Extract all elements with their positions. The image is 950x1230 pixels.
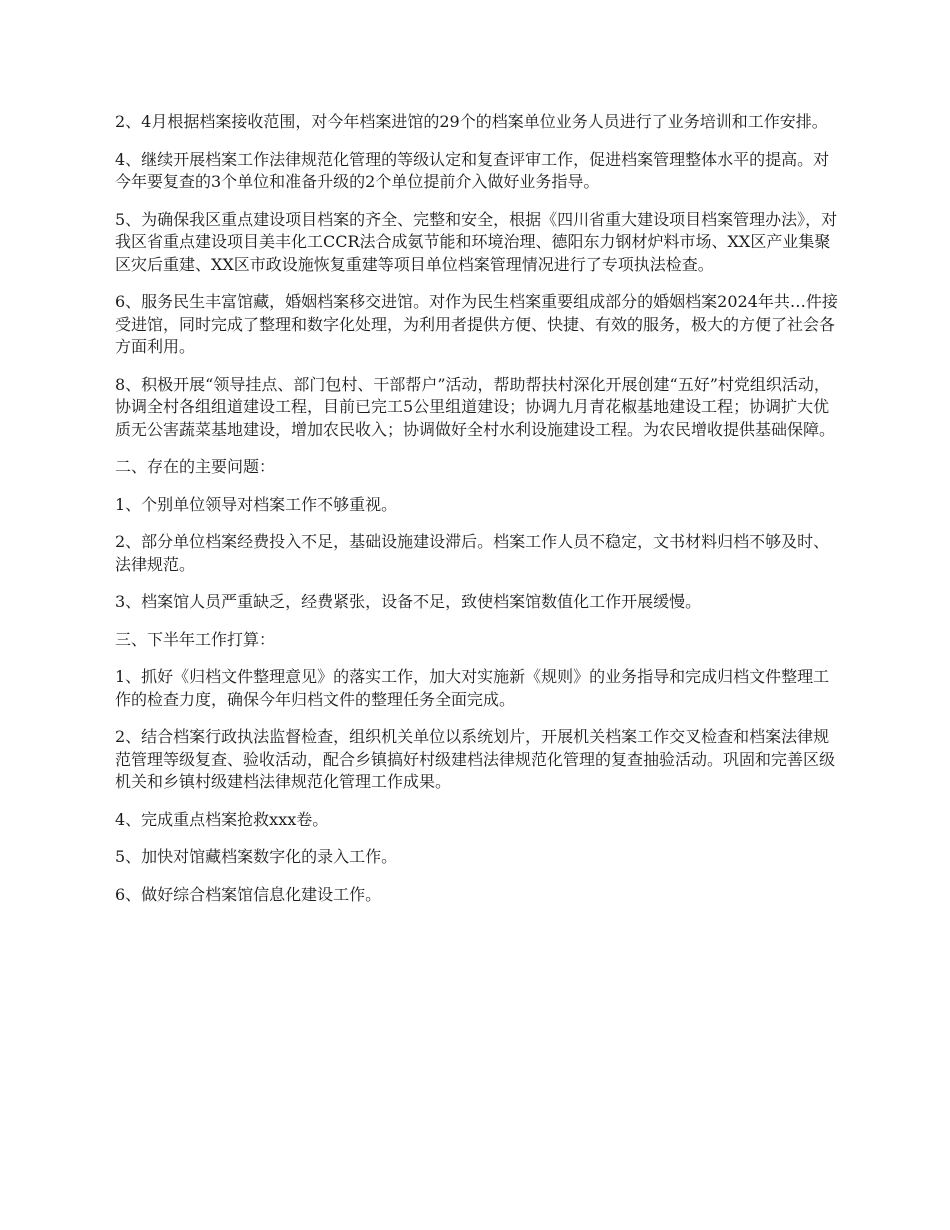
paragraph-marriage-archives: 6、服务民生丰富馆藏，婚姻档案移交进馆。对作为民生档案重要组成部分的婚姻档案2024年共…件接受进馆，同时完成了整理和数字化处理，为利用者提供方便、快捷、有效的服务，极大的方便了社会各方面利用。 <box>115 292 838 356</box>
section-heading-problems: 二、存在的主要问题： <box>115 457 276 476</box>
paragraph-plan-6: 6、做好综合档案馆信息化建设工作。 <box>115 884 382 904</box>
paragraph-training: 2、4月根据档案接收范围，对今年档案进馆的29个的档案单位业务人员进行了业务培训和工作安排。 <box>115 112 828 131</box>
paragraph-problem-2: 2、部分单位档案经费投入不足，基础设施建设滞后。档案工作人员不稳定，文书材料归档不够及时、法律规范。 <box>115 532 830 574</box>
section-heading-plans: 三、下半年工作打算： <box>115 629 276 649</box>
paragraph-problem-3: 3、档案馆人员严重缺乏，经费紧张，设备不足，致使档案馆数值化工作开展缓慢。 <box>115 592 702 611</box>
paragraph-plan-4: 4、完成重点档案抢救xxx卷。 <box>115 809 329 829</box>
document-page <box>115 111 840 921</box>
paragraph-plan-5: 5、加快对馆藏档案数字化的录入工作。 <box>115 847 398 866</box>
paragraph-legal-management: 4、继续开展档案工作法律规范化管理的等级认定和复查评审工作，促进档案管理整体水平的提高。对今年要复查的3个单位和准备升级的2个单位提前介入做好业务指导。 <box>115 149 830 191</box>
paragraph-problem-1: 1、个别单位领导对档案工作不够重视。 <box>115 494 398 514</box>
paragraph-plan-1: 1、抓好《归档文件整理意见》的落实工作，加大对实施新《规则》的业务指导和完成归档文件整理工作的检查力度，确保今年归档文件的整理任务全面完成。 <box>115 667 830 709</box>
paragraph-village-assistance: 8、积极开展“领导挂点、部门包村、干部帮户”活动，帮助帮扶村深化开展创建“五好”村党组织活动，协调全村各组组道建设工程，目前已完工5公里组道建设；协调九月青花椒基地建设工程；协调扩大优质无公害蔬菜基地建设，增加农民收入；协调做好全村水利设施建设工程。为农民增收提供基础保障。 <box>115 374 836 439</box>
paragraph-key-projects: 5、为确保我区重点建设项目档案的齐全、完整和安全，根据《四川省重大建设项目档案管理办法》，对我区省重点建设项目美丰化工CCR法合成氨节能和环境治理、德阳东力钢材炉料市场、XX区产业集聚区灾后重建、XX区市政设施恢复重建等项目单位档案管理情况进行了专项执法检查。 <box>115 209 838 274</box>
paragraph-plan-2: 2、结合档案行政执法监督检查，组织机关单位以系统划片，开展机关档案工作交叉检查和档案法律规范管理等级复查、验收活动，配合乡镇搞好村级建档法律规范化管理的复查抽验活动。巩固和完善区级机关和乡镇村级建档法律规范化管理工作成果。 <box>115 727 836 791</box>
